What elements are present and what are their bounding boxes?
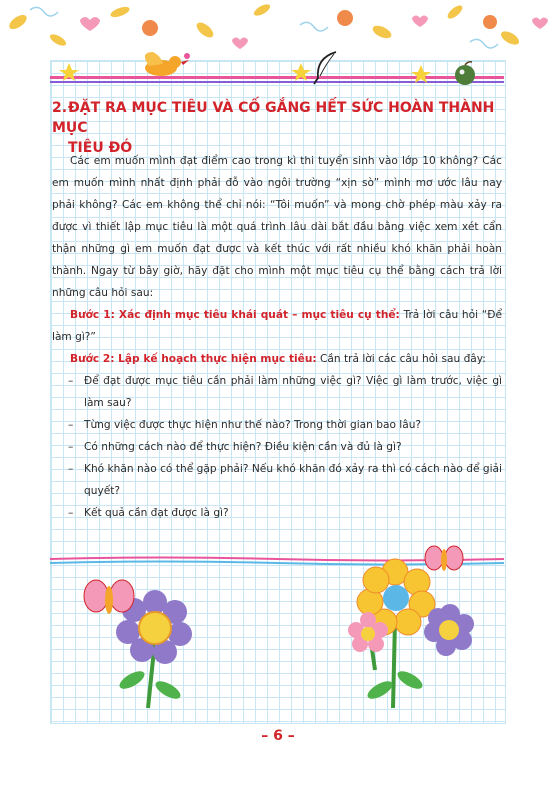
list-item-text: Có những cách nào để thực hiện? Điều kiện cần và đủ là gì? <box>84 441 402 453</box>
bird-icon <box>135 48 195 80</box>
feather-icon <box>310 50 340 86</box>
top-divider <box>50 76 504 84</box>
dash-marker: – <box>68 441 74 453</box>
step1-text: Trả lời câu hỏi “Để làm gì?” <box>52 309 502 343</box>
star-icon <box>290 62 312 82</box>
section-heading-line1: ĐẶT RA MỤC TIÊU VÀ CỐ GẮNG HẾT SỨC HOÀN THÀNH MỤC <box>52 100 495 136</box>
dash-marker: – <box>68 375 74 387</box>
step1-paragraph <box>52 304 502 348</box>
step2-label: Bước 2: Lập kế hoạch thực hiện mục tiêu: <box>70 353 317 365</box>
star-icon <box>58 62 80 82</box>
step2-paragraph <box>52 348 502 370</box>
top-decoration-band <box>0 0 556 58</box>
list-item-text: Khó khăn nào có thể gặp phải? Nếu khó khăn đó xảy ra thì có cách nào để giải quyết? <box>84 463 502 497</box>
intro-paragraph: Các em muốn mình đạt điểm cao trong kì thi tuyển sinh vào lớp 10 không? Các em muốn mình nhất định phải đỗ vào ngôi trường “xịn sò” mình mơ ước lâu nay phải không? Các em không thể chỉ nói: “Tôi muốn” và mong chờ phép màu xảy ra được vì thiết lập mục tiêu là một quá trình lâu dài bắt đầu bằng việc xem xét cẩn thận những gì em muốn đạt được và kết thúc với rất nhiều khó khăn phải hoàn thành. Ngay từ bây giờ, hãy đặt cho mình một mục tiêu cụ thể bằng cách trả lời những câu hỏi sau: <box>52 155 502 299</box>
dash-marker: – <box>68 419 74 431</box>
list-item <box>52 370 502 414</box>
apple-icon <box>452 60 478 86</box>
section-number: 2. <box>52 100 68 116</box>
question-list <box>52 370 502 524</box>
list-item-text: Để đạt được mục tiêu cần phải làm những việc gì? Việc gì làm trước, việc gì làm sau? <box>84 375 502 409</box>
butterfly-left <box>84 580 134 614</box>
section-heading <box>52 98 502 158</box>
section-heading-line2: TIÊU ĐÓ <box>68 140 133 156</box>
butterfly-right <box>425 546 463 571</box>
list-item-text: Kết quả cần đạt được là gì? <box>84 507 229 519</box>
list-item <box>52 436 502 458</box>
dash-marker: – <box>68 463 74 475</box>
step1-label: Bước 1: Xác định mục tiêu khái quát – mục tiêu cụ thể: <box>70 309 400 321</box>
flowers-illustration <box>50 540 504 715</box>
body-text <box>52 150 502 524</box>
star-icon <box>410 64 432 84</box>
page-number: – 6 – <box>261 728 295 744</box>
list-item <box>52 458 502 502</box>
list-item <box>52 502 502 524</box>
purple-flower-right <box>424 604 474 656</box>
list-item-text: Từng việc được thực hiện như thế nào? Trong thời gian bao lâu? <box>84 419 422 431</box>
dash-marker: – <box>68 507 74 519</box>
step2-text: Cần trả lời các câu hỏi sau đây: <box>316 353 486 365</box>
list-item <box>52 414 502 436</box>
